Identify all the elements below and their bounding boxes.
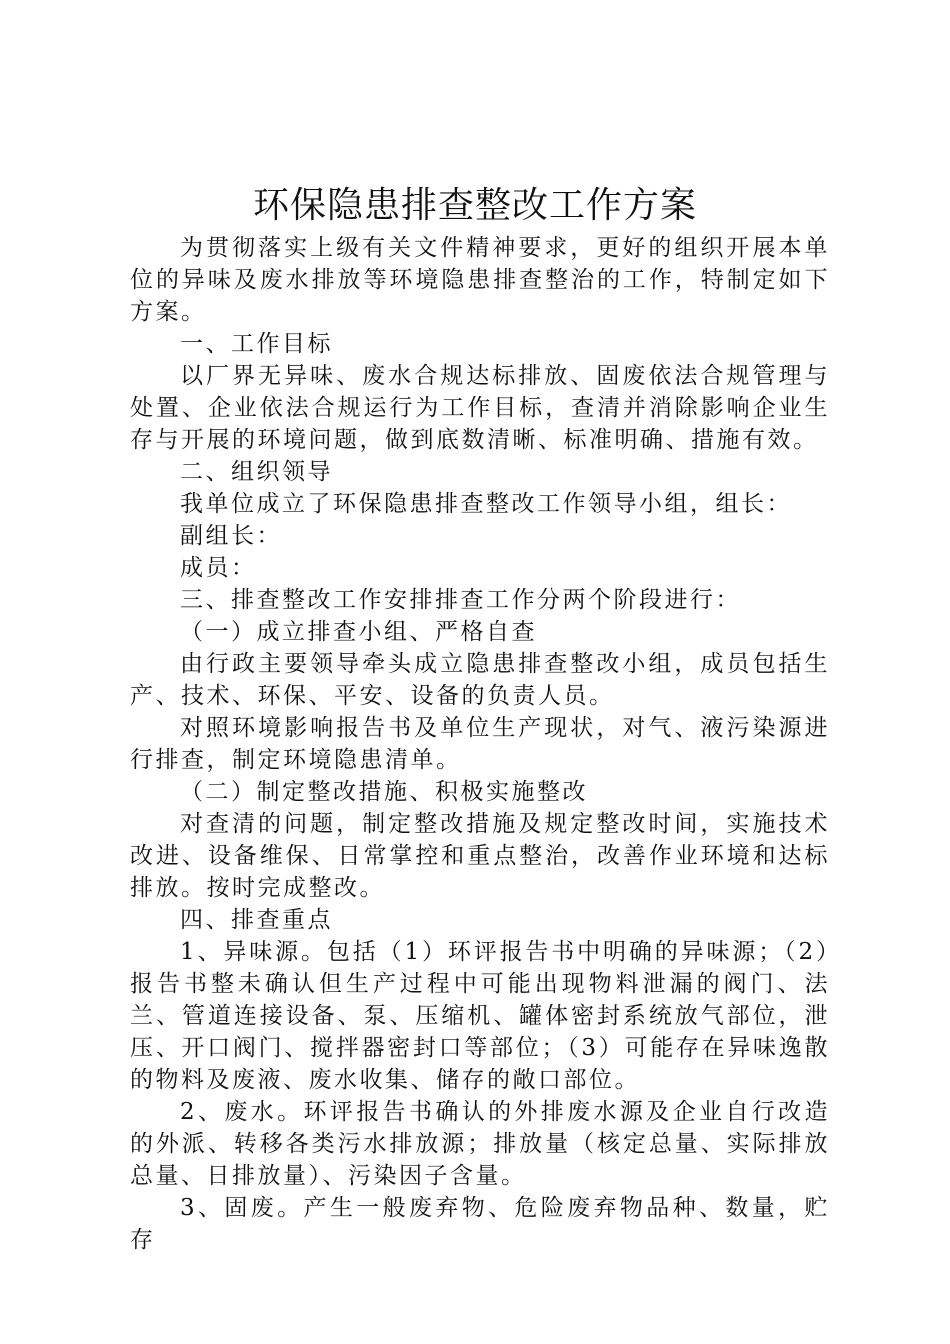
paragraph-wastewater: 2、废水。环评报告书确认的外排废水源及企业自行改造的外派、转移各类污水排放源；排放量（核定总量、实际排放总量、日排放量）、污染因子含量。	[130, 1099, 830, 1189]
paragraph-team-setup: 由行政主要领导牵头成立隐患排查整改小组，成员包括生产、技术、环保、平安、设备的负责人员。	[130, 651, 830, 709]
heading-key-points: 四、排查重点	[180, 907, 333, 933]
paragraph-solid-waste: 3、固废。产生一般废弃物、危险废弃物品种、数量，贮存	[130, 1195, 830, 1253]
paragraph-members: 成员：	[180, 555, 257, 581]
document-body	[130, 232, 830, 1256]
document-title: 环保隐患排查整改工作方案	[252, 185, 697, 226]
subheading-stage-two: （二）制定整改措施、积极实施整改	[180, 779, 588, 805]
heading-arrangement: 三、排查整改工作安排排查工作分两个阶段进行：	[180, 587, 741, 613]
paragraph-work-goal: 以厂界无异味、废水合规达标排放、固废依法合规管理与处置、企业依法合规运行为工作目标，查清并消除影响企业生存与开展的环境问题，做到底数清晰、标准明确、措施有效。	[130, 363, 830, 453]
paragraph-odor-source: 1、异味源。包括（1）环评报告书中明确的异味源；（2）报告书整未确认但生产过程中可能出现物料泄漏的阀门、法兰、管道连接设备、泵、压缩机、罐体密封系统放气部位，泄压、开口阀门、搅拌器密封口等部位；（3）可能存在异味逸散的物料及废液、废水收集、储存的敞口部位。	[130, 939, 830, 1093]
paragraph-rectification: 对查清的问题，制定整改措施及规定整改时间，实施技术改进、设备维保、日常掌控和重点整治，改善作业环境和达标排放。按时完成整改。	[130, 811, 830, 901]
paragraph-intro: 为贯彻落实上级有关文件精神要求，更好的组织开展本单位的异味及废水排放等环境隐患排查整治的工作，特制定如下方案。	[130, 235, 830, 325]
paragraph-leader: 我单位成立了环保隐患排查整改工作领导小组，组长：	[180, 491, 792, 517]
heading-work-goal: 一、工作目标	[180, 331, 333, 357]
subheading-stage-one: （一）成立排查小组、严格自查	[180, 619, 537, 645]
heading-organization: 二、组织领导	[180, 459, 333, 485]
paragraph-deputy-leader: 副组长：	[180, 523, 282, 549]
paragraph-inspection: 对照环境影响报告书及单位生产现状，对气、液污染源进行排查，制定环境隐患清单。	[130, 715, 830, 773]
